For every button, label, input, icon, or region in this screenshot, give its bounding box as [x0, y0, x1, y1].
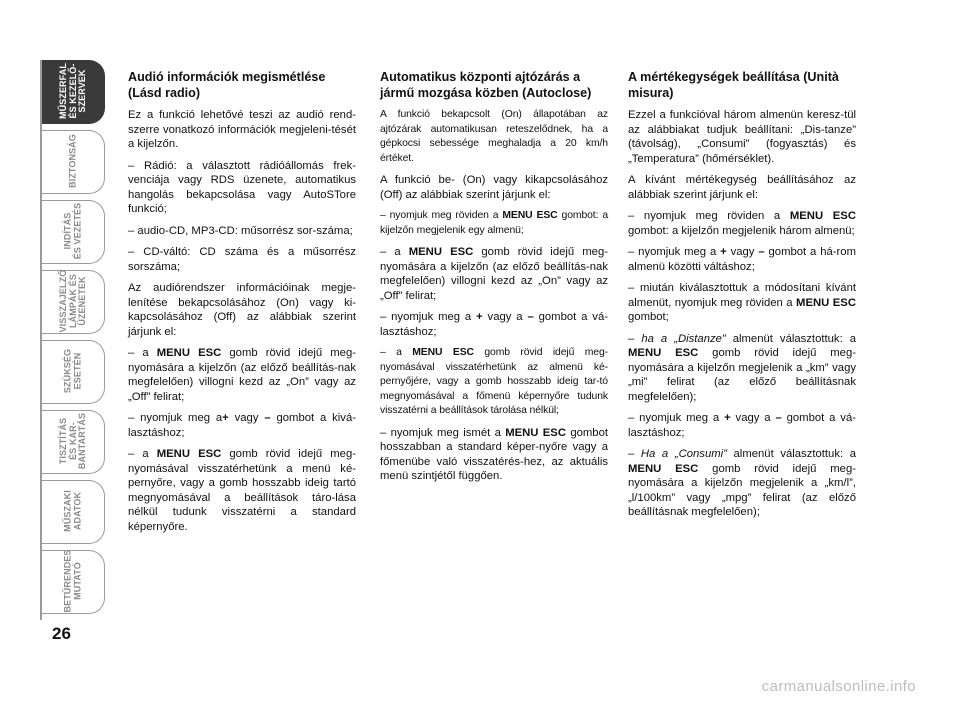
paragraph — [628, 332, 856, 405]
text: – nyomjuk meg a — [380, 311, 477, 323]
text: gombot hosszabban a standard képer-nyőre vagy a főmenübe való visszatérés-hez, az aktuális menü szintjétől függően. — [380, 426, 608, 482]
minus-key: – — [527, 311, 534, 323]
tab-szukseg[interactable] — [40, 340, 106, 404]
tab-label: TISZTÍTÁS ÉS KAR- BANTARTÁS — [57, 412, 87, 470]
tab-label: INDÍTÁS ÉS VEZETÉS — [62, 202, 82, 260]
plus-key: + — [222, 412, 229, 424]
paragraph — [628, 447, 856, 520]
tab-tisztitas[interactable] — [40, 410, 106, 474]
text: – a — [128, 347, 157, 359]
paragraph: – Rádió: a választott rádióállomás frek-venciája vagy RDS üzenete, automatikus hangolás bekapcsolása vagy AutoSTore funkció; — [128, 159, 356, 215]
button-name: MENU ESC — [505, 426, 566, 439]
section-heading: A mértékegységek beállítása (Unità misura) — [628, 70, 839, 100]
page-number: 26 — [52, 624, 71, 643]
paragraph: – CD-váltó: CD száma és a műsorrész sorszáma; — [128, 246, 356, 273]
watermark-text: carmanualsonline.info — [761, 678, 916, 695]
paragraph — [380, 426, 608, 484]
text: – — [628, 332, 642, 345]
tab-inditas[interactable] — [40, 200, 106, 264]
paragraph — [628, 281, 856, 325]
text: gomb rövid idejű meg-nyomására a kijelzőn (az előző beállítás-nak megfelelően) villogni kezd az „On” vagy az „Off” felirat; — [128, 347, 356, 403]
italic-text: ha a „Distanze” — [641, 332, 726, 345]
paragraph: Ezzel a funkcióval három almenün keresz-tül az alábbiakat tudjuk beállítani: „Dis-tanze” (távolság), „Consumi” (fogyasztás) és „Temperatura” (hőmérséklet). — [628, 109, 856, 165]
paragraph: A funkció be- (On) vagy kikapcsolásához (Off) az alábbiak szerint járjunk el: — [380, 174, 608, 201]
column-autoclose — [380, 70, 608, 491]
tab-label: BIZTONSÁG — [67, 134, 78, 188]
paragraph — [380, 245, 608, 303]
paragraph — [128, 346, 356, 404]
button-name: MENU ESC — [502, 210, 558, 221]
text: almenüt választottuk: a — [725, 332, 857, 345]
column-units — [628, 70, 856, 527]
button-name: MENU ESC — [408, 246, 474, 258]
paragraph: A funkció bekapcsolt (On) állapotában az ajtózárak automatikusan reteszelődnek, ha a gépkocsi sebessége meghaladja a 20 km/h értéket. — [380, 109, 608, 164]
minus-key: – — [758, 246, 765, 258]
text: gomb rövid idejű meg-nyomására a kijelzőn megjelenik a „km” vagy „mi” felirat (az előző beállításnak megfelelően); — [628, 347, 856, 403]
paragraph — [628, 209, 856, 238]
paragraph: Ez a funkció lehetővé teszi az audió rend-szerre vonatkozó információk megjeleni-tését a kijelzőn. — [128, 109, 356, 150]
italic-text: Ha a „Consumi” — [640, 448, 727, 460]
button-name: MENU ESC — [156, 347, 222, 359]
text: – nyomjuk meg ismét a — [380, 426, 506, 439]
paragraph — [380, 209, 608, 238]
button-name: MENU ESC — [628, 462, 699, 475]
text: gombot a kivá-lasztáshoz; — [128, 412, 356, 439]
paragraph — [380, 310, 608, 339]
paragraph — [628, 245, 856, 274]
tab-label: VISSZAJELZŐ LÁMPÁK ÉS ÜZENETEK — [57, 269, 87, 333]
column-audio-info — [128, 70, 356, 541]
minus-key: – — [264, 412, 271, 424]
button-name: MENU ESC — [156, 448, 222, 460]
text: vagy a — [482, 311, 528, 323]
text: gomb rövid idejű meg-nyomásával visszatérhetünk az almenü ké-pernyőjére, vagy a gomb hosszabb ideig tar-tó megnyomásával a főmenü képernyőre tudunk visszatérni a beállítások tárolása nélkül; — [380, 347, 609, 416]
paragraph: – audio-CD, MP3-CD: műsorrész sor-száma; — [128, 224, 353, 237]
paragraph: A kívánt mértékegység beállításához az alábbiak szerint járjunk el: — [628, 174, 856, 201]
plus-key: + — [720, 246, 727, 258]
tab-beturendes[interactable] — [40, 550, 106, 614]
text: – miután kiválasztottuk a módosítani kívánt almenüt, nyomjuk meg röviden a — [628, 282, 856, 309]
section-heading: Automatikus központi ajtózárás a jármű mozgása közben (Autoclose) — [380, 70, 592, 100]
text: almenüt választottuk: a — [726, 448, 856, 460]
tab-label: BETŰRENDES MUTATÓ — [62, 549, 82, 613]
button-name: MENU ESC — [796, 296, 856, 309]
tab-label: MŰSZERFAL ÉS KEZELŐ- SZERVEK — [57, 63, 87, 119]
text: gombot a vá-lasztáshoz; — [380, 311, 608, 338]
text: gombot: a kijelzőn megjelenik egy almenü; — [380, 210, 609, 236]
plus-key: + — [724, 412, 731, 424]
text: – nyomjuk meg a — [628, 412, 725, 424]
text: – a — [128, 448, 157, 460]
text: gombot: a kijelzőn megjelenik három almenü; — [628, 224, 855, 237]
tab-visszajelzo[interactable] — [40, 270, 106, 334]
text: – — [628, 448, 641, 460]
tab-muszerfal[interactable] — [40, 60, 106, 124]
text: – nyomjuk meg röviden a — [628, 210, 790, 222]
text: gomb rövid idejű meg-nyomására a kijelzőn megjelenik a „km/l”, „l/100km” vagy „mpg” felirat (az előző beállításnak megfelelően); — [628, 462, 856, 518]
paragraph: Az audiórendszer információinak megje-lenítése bekapcsolásához (On) vagy ki-kapcsolásához (Off) az alábbiak szerint járjunk el: — [128, 282, 356, 338]
section-heading: Audió információk megismétlése (Lásd radio) — [128, 70, 326, 100]
button-name: MENU ESC — [412, 347, 474, 358]
minus-key: – — [775, 412, 782, 424]
tab-biztonsag[interactable] — [40, 130, 106, 194]
text: – nyomjuk meg röviden a — [380, 210, 503, 221]
text: vagy — [726, 246, 759, 258]
tab-label: MŰSZAKI ADATOK — [62, 490, 82, 532]
text: gombot a vá-lasztáshoz; — [628, 412, 856, 439]
plus-key: + — [476, 311, 483, 323]
text: vagy a — [730, 412, 776, 424]
text: gombot a há-rom almenü közötti váltáshoz; — [628, 246, 856, 273]
paragraph — [380, 346, 608, 419]
paragraph — [128, 447, 356, 534]
text: gombot; — [628, 311, 669, 323]
text: – nyomjuk meg a — [128, 412, 223, 424]
button-name: MENU ESC — [789, 210, 856, 222]
paragraph — [628, 411, 856, 440]
text: – a — [380, 246, 409, 258]
tab-muszaki[interactable] — [40, 480, 106, 544]
text: – a — [380, 347, 413, 358]
tab-label: SZÜKSÉG ESETÉN — [62, 348, 82, 394]
text: gomb rövid idejű meg-nyomásával visszatérhetünk a menü ké-pernyőre, vagy a gomb hosszabb ideig tartó megnyomásával a beállítások táro-lása nélkül tudunk visszatérni a standard képernyőre. — [128, 448, 356, 533]
text: gomb rövid idejű meg-nyomására a kijelzőn (az előző beállítás-nak megfelelően) villogni kezd az „On” vagy az „Off” felirat; — [380, 246, 608, 302]
text: – nyomjuk meg a — [628, 246, 721, 258]
paragraph — [128, 411, 356, 440]
text: vagy — [228, 412, 265, 424]
button-name: MENU ESC — [628, 347, 699, 359]
